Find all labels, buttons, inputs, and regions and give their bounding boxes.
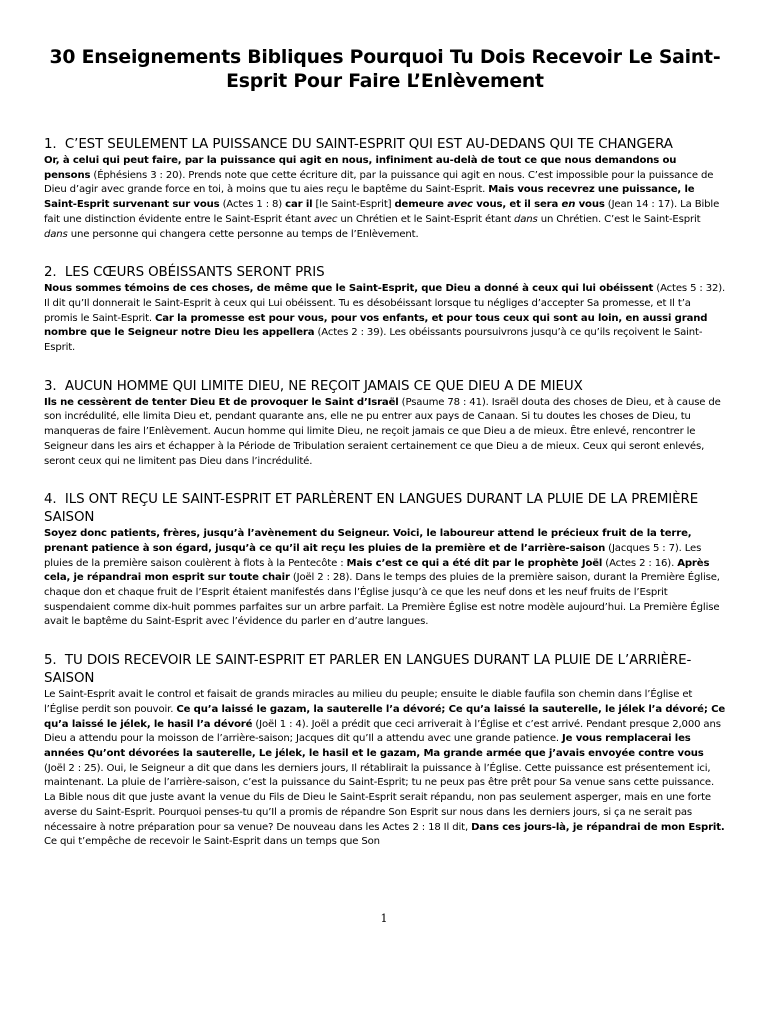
emphasis-text: Ils ne cessèrent de tenter Dieu Et de provoquer le Saint d’Israël <box>44 396 399 408</box>
section-2 <box>44 264 726 356</box>
document-page <box>44 46 726 850</box>
body-text: (Actes 2 : 39). Les obéissants poursuivrons jusqu’à ce qu’ils reçoivent le Saint-Esprit. <box>44 327 703 354</box>
emphasis-text: dans <box>514 213 538 225</box>
body-text: (Jean 14 : 17). La Bible fait une distinction évidente entre le Saint-Esprit étant <box>44 199 720 225</box>
body-text: un Chrétien. C’est le Saint-Esprit <box>537 213 701 225</box>
section-heading-text: C’EST SEULEMENT LA PUISSANCE DU SAINT-ESPRIT QUI EST AU-DEDANS QUI TE CHANGERA <box>64 137 673 152</box>
section-body <box>44 154 726 242</box>
body-text: (Joël 1 : 4). Joël a prédit que ceci arriverait à l’Église et c’est arrivé. Pendant presque 2,000 ans Dieu a attendu pour la moisson de l’arrière-saison; Jacques dit qu’Il a attendu avec une grande patience. <box>44 718 721 745</box>
section-heading <box>44 378 726 396</box>
document-title: 30 Enseignements Bibliques Pourquoi Tu Dois Recevoir Le Saint-Esprit Pour Faire L’Enlèvement <box>49 47 721 92</box>
section-heading-text: LES CŒURS OBÉISSANTS SERONT PRIS <box>64 265 325 281</box>
section-4 <box>44 491 726 630</box>
emphasis-text: car il <box>285 199 313 211</box>
emphasis-text: Or, à celui qui peut faire, par la puissance qui agit en nous, infiniment au-delà de tout ce que nous demandons ou pensons <box>44 155 677 181</box>
section-heading-text: ILS ONT REÇU LE SAINT-ESPRIT ET PARLÈRENT EN LANGUES DURANT LA PLUIE DE LA PREMIÈRE SAISON <box>44 492 699 526</box>
sections-container <box>44 136 726 850</box>
body-text: (Actes 5 : 32). Il dit qu’Il donnerait le Saint-Esprit à ceux qui Lui obéissent. Tu es désobéissant lorsque tu négliges d’accepter Sa promesse, et Il t’a promis le Saint-Esprit. <box>44 283 726 324</box>
body-text: [le Saint-Esprit] <box>312 199 395 211</box>
emphasis-text: dans <box>44 228 68 240</box>
emphasis-text: Je vous remplacerai les années Qu’ont dévorées la sauterelle, Le jélek, le hasil et le gazam, Ma grande armée que j’avais envoyée contre vous <box>44 733 704 759</box>
section-body <box>44 688 726 850</box>
section-heading-text: TU DOIS RECEVOIR LE SAINT-ESPRIT ET PARLER EN LANGUES DURANT LA PLUIE DE L’ARRIÈRE-SAISON <box>44 653 692 687</box>
section-heading <box>44 264 726 282</box>
emphasis-text: Soyez donc patients, frères, jusqu’à l’avènement du Seigneur. Voici, le laboureur attend le précieux fruit de la terre, prenant patience à son égard, jusqu’à ce qu’il ait reçu les pluies de la première et de l’arrière-saison <box>44 528 692 554</box>
body-text: un Chrétien et le Saint-Esprit étant <box>337 213 515 225</box>
emphasis-text: Mais c’est ce qui a été dit par le prophète Joël <box>346 557 603 569</box>
body-text: Le Saint-Esprit avait le control et faisait de grands miracles au milieu du peuple; ensuite le diable faufila son chemin dans l’Église et l’Église perdit son pouvoir. <box>44 689 693 715</box>
body-text: (Jacques 5 : 7). Les pluies de la première saison coulèrent à flots à la Pentecôte : <box>44 542 702 569</box>
section-3 <box>44 378 726 470</box>
section-number: 4. <box>44 492 57 508</box>
section-number: 1. <box>44 137 57 152</box>
section-heading <box>44 491 726 527</box>
emphasis-text: Dans ces jours-là, je répandrai de mon Esprit. <box>471 821 725 833</box>
section-5 <box>44 652 726 850</box>
emphasis-text: avec <box>313 213 338 225</box>
section-number: 3. <box>44 378 57 394</box>
body-text: une personne qui changera cette personne au temps de l’Enlèvement. <box>67 228 419 240</box>
section-1 <box>44 136 726 242</box>
section-number: 5. <box>44 653 57 669</box>
emphasis-text: demeure <box>394 199 448 211</box>
emphasis-text: Ce qu’a laissé le gazam, la sauterelle l’a dévoré; Ce qu’a laissé la sauterelle, le jélek l’a dévoré; Ce qu’a laissé le jélek, le hasil l’a dévoré <box>44 703 726 730</box>
emphasis-text: avec <box>447 199 473 211</box>
section-body <box>44 282 726 356</box>
page-number: 1 <box>380 912 388 925</box>
section-heading <box>44 652 726 688</box>
emphasis-text: Car la promesse est pour vous, pour vos enfants, et pour tous ceux qui sont au loin, en aussi grand nombre que le Seigneur notre Dieu les appellera <box>44 312 708 339</box>
section-heading <box>44 136 726 154</box>
section-body <box>44 527 726 630</box>
emphasis-text: vous, et il sera <box>472 199 562 211</box>
section-number: 2. <box>44 265 57 281</box>
body-text: (Actes 2 : 16). <box>602 557 678 569</box>
body-text: (Actes 1 : 8) <box>219 199 286 211</box>
emphasis-text: en <box>561 199 576 211</box>
section-heading-text: AUCUN HOMME QUI LIMITE DIEU, NE REÇOIT JAMAIS CE QUE DIEU A DE MIEUX <box>64 378 583 394</box>
body-text: (Psaume 78 : 41). Israël douta des choses de Dieu, et à cause de son incrédulité, elle limita Dieu et, pendant quarante ans, elle ne pu entrer aux pays de Canaan. Si tu doutes les choses de Dieu, tu manqueras de faire l’Enlèvement. Aucun homme qui limite Dieu, ne reçoit jamais ce que Dieu a de mieux. Être enlevé, rencontrer le Seigneur dans les airs et échapper à la Période de Tribulation seraient certainement ce que Dieu a de mieux. Ceux qui seront enlevés, seront ceux qui ne limitent pas Dieu dans l’incrédulité. <box>44 396 721 467</box>
section-body <box>44 396 726 470</box>
body-text: Ce qui t’empêche de recevoir le Saint-Esprit dans un temps que Son <box>44 836 380 848</box>
emphasis-text: Mais vous recevrez une puissance, le Saint-Esprit survenant sur vous <box>44 184 695 211</box>
emphasis-text: Après cela, je répandrai mon esprit sur toute chair <box>44 557 710 584</box>
body-text: (Joël 2 : 25). Oui, le Seigneur a dit que dans les derniers jours, Il rétablirait la puissance à l’Église. Cette puissance est présentement ici, maintenant. La pluie de l’arrière-saison, c’est la puissance du Saint-Esprit; tu ne peux pas être prêt pour Sa venue sans cette puissance. La Bible nous dit que juste avant la venue du Fils de Dieu le Saint-Esprit serait répandu, non pas seulement asperger, mais en une forte averse du Saint-Esprit. Pourquoi penses-tu qu’Il a promis de répandre Son Esprit sur nous dans les derniers jours, si ça ne serait pas nécessaire à notre préparation pour sa venue? De nouveau dans les Actes 2 : 18 Il dit, <box>44 762 715 833</box>
emphasis-text: vous <box>575 199 605 211</box>
emphasis-text: Nous sommes témoins de ces choses, de même que le Saint-Esprit, que Dieu a donné à ceux qui lui obéissent <box>44 283 654 295</box>
body-text: (Joël 2 : 28). Dans le temps des pluies de la première saison, durant la Première Église, chaque don et chaque fruit de l’Esprit étaient manifestés dans l’Église jusqu’à ce que les neuf dons et les neuf fruits de l’Esprit suspendaient comme dix-huit pommes parfaites sur un arbre parfait. La Première Église est notre modèle aujourd’hui. La Première Église avait le baptême du Saint-Esprit avec l’évidence du parler en d’autre langues. <box>44 572 720 628</box>
body-text: (Éphésiens 3 : 20). Prends note que cette écriture dit, par la puissance qui agit en nous. C’est impossible pour la puissance de Dieu d’agir avec grande force en toi, à moins que tu aies reçu le baptême du Saint-Esprit. <box>44 169 714 196</box>
